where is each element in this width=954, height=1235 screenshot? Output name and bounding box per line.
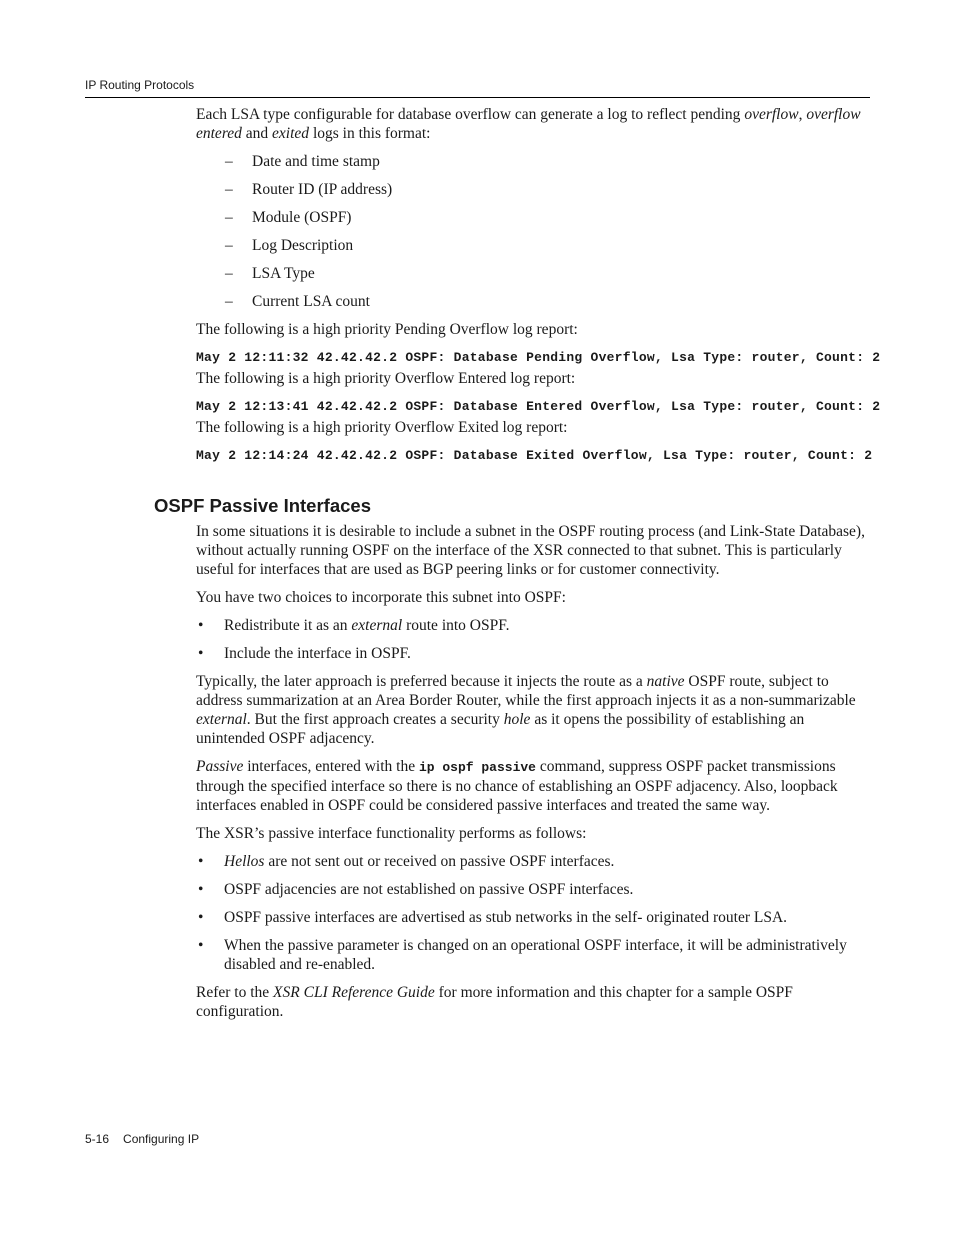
running-header: IP Routing Protocols [85, 78, 195, 92]
page-number: 5-16 [85, 1132, 110, 1146]
overflow-entered-log: May 2 12:13:41 42.42.42.2 OSPF: Database Entered Overflow, Lsa Type: router, Count: 2 [196, 399, 881, 415]
list-item: • OSPF adjacencies are not established on passive OSPF interfaces. [198, 881, 634, 899]
functionality-list [196, 853, 870, 975]
pending-overflow-log: May 2 12:11:32 42.42.42.2 OSPF: Database Pending Overflow, Lsa Type: router, Count: 2 [196, 350, 881, 366]
intro-block [196, 106, 881, 468]
subnet-paragraph: In some situations it is desirable to include a subnet in the OSPF routing process (and Link-State Database), without actually running OSPF on the interface of the XSR connected to that subnet. This is particularly useful for interfaces that are used as BGP peering links or for customer connectivity. [196, 523, 865, 578]
list-item: – Current LSA count [225, 292, 370, 310]
overflow-entered-intro: The following is a high priority Overflow Entered log report: [196, 369, 576, 387]
list-item: • OSPF passive interfaces are advertised as stub networks in the self- originated router LSA. [198, 909, 788, 927]
pending-overflow-intro: The following is a high priority Pending Overflow log report: [196, 320, 578, 338]
list-item: – Log Description [225, 236, 354, 254]
section-body [196, 523, 870, 1031]
approach-paragraph: Typically, the later approach is preferred because it injects the route as a native OSPF route, subject to address summarization at an Area Border Router, while the first approach injects it as a non-summarizable external. But the first approach creates a security hole as it opens the possibility of establishing an unintended OSPF adjacency. [196, 673, 856, 747]
list-item: • Redistribute it as an external route into OSPF. [198, 616, 510, 634]
section-heading: OSPF Passive Interfaces [154, 495, 371, 516]
list-item: – Date and time stamp [225, 152, 380, 170]
list-item: • When the passive parameter is changed on an operational OSPF interface, it will be administratively disabled and re-enabled. [198, 937, 847, 974]
choices-intro: You have two choices to incorporate this subnet into OSPF: [196, 588, 566, 606]
chapter-title: Configuring IP [123, 1132, 200, 1146]
list-item: – LSA Type [225, 264, 315, 282]
overflow-exited-log: May 2 12:14:24 42.42.42.2 OSPF: Database Exited Overflow, Lsa Type: router, Count: 2 [196, 448, 873, 464]
overflow-exited-intro: The following is a high priority Overflow Exited log report: [196, 418, 568, 436]
list-item: • Hellos are not sent out or received on passive OSPF interfaces. [198, 852, 615, 870]
log-format-list [196, 153, 870, 312]
overflow-log-paragraph: Each LSA type configurable for database overflow can generate a log to reflect pending overflow, overflow entered and exited logs in this format: [196, 106, 861, 142]
choices-list [196, 617, 870, 664]
header-rule [85, 97, 870, 98]
reference-paragraph: Refer to the XSR CLI Reference Guide for more information and this chapter for a sample OSPF configuration. [196, 984, 793, 1021]
functionality-intro: The XSR’s passive interface functionality performs as follows: [196, 824, 587, 842]
list-item: • Include the interface in OSPF. [198, 645, 411, 663]
page-footer [85, 1132, 199, 1146]
list-item: – Router ID (IP address) [225, 180, 393, 198]
passive-paragraph: Passive interfaces, entered with the ip ospf passive command, suppress OSPF packet transmissions through the specified interface so there is no chance of establishing an OSPF adjacency. Also, loopback interfaces enabled in OSPF could be considered passive interfaces and treated the same way. [196, 757, 838, 814]
list-item: – Module (OSPF) [225, 208, 352, 226]
command-ip-ospf-passive: ip ospf passive [418, 759, 536, 775]
